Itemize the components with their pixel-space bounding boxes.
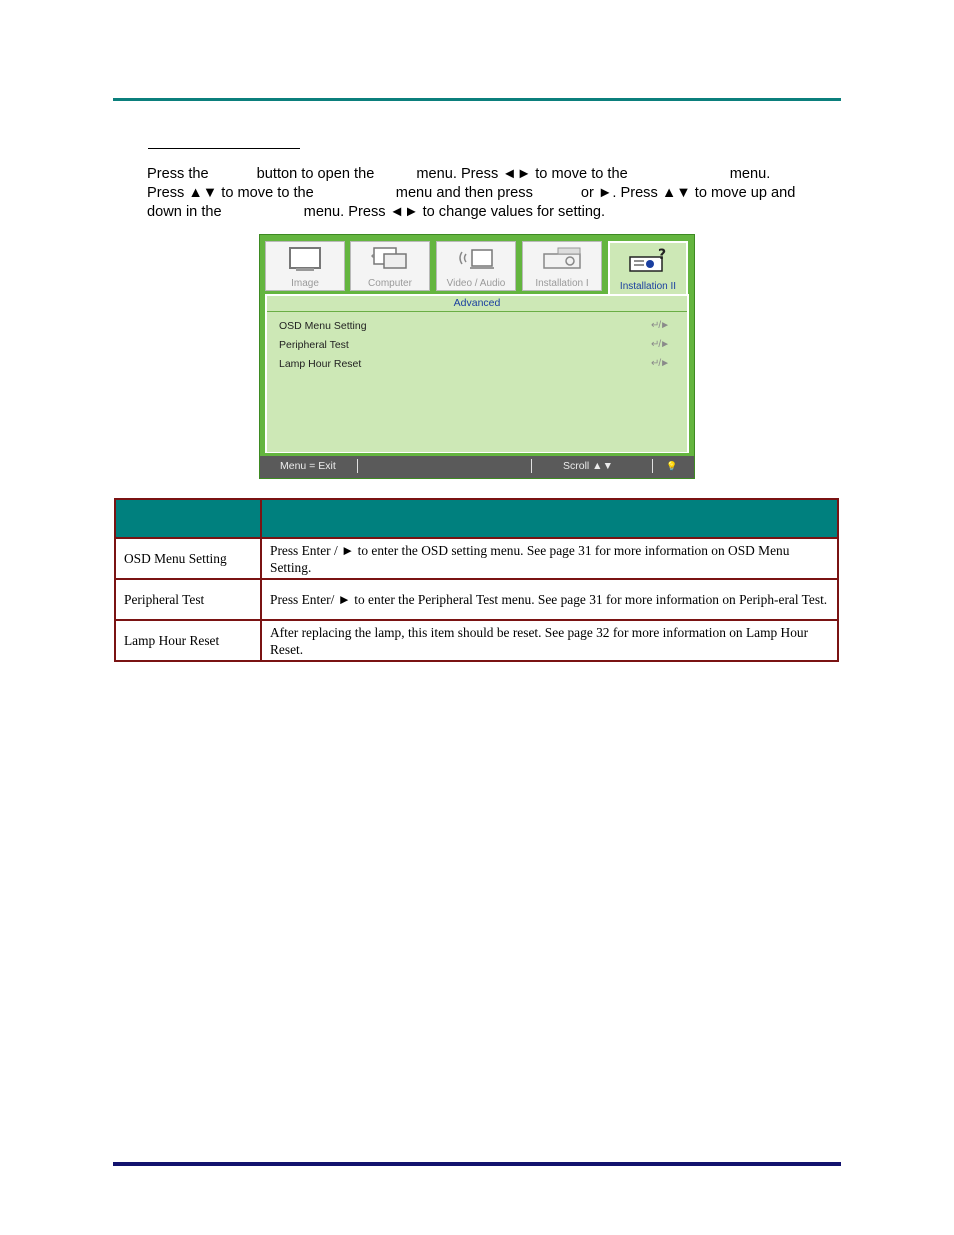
enter-arrow-icon: ↵/► (650, 358, 669, 369)
intro-line-3: down in the menu. Press ◄► to change values for setting. (147, 204, 606, 220)
table-cell-item: OSD Menu Setting (115, 538, 261, 579)
tab-video-audio[interactable]: Video / Audio (436, 241, 516, 291)
lamp-icon: 💡 (666, 461, 678, 471)
table-cell-description: Press Enter/ ► to enter the Peripheral Test menu. See page 31 for more information on Periph-eral Test. (261, 579, 838, 620)
computer-icon (370, 246, 410, 272)
section-heading-underline (148, 148, 300, 149)
tab-image[interactable]: Image (265, 241, 345, 291)
osd-menu-screenshot (259, 234, 695, 479)
settings-table (114, 498, 839, 662)
table-cell-item: Peripheral Test (115, 579, 261, 620)
table-cell-description: After replacing the lamp, this item should be reset. See page 32 for more information on Lamp Hour Reset. (261, 620, 838, 661)
menu-exit-hint: Menu = Exit (280, 460, 336, 472)
osd-item-lamp-hour-reset[interactable]: Lamp Hour Reset (279, 358, 362, 370)
status-separator (652, 459, 653, 473)
table-row (115, 579, 838, 620)
osd-item-peripheral-test[interactable]: Peripheral Test (279, 339, 349, 351)
table-header-item (115, 499, 261, 538)
table-cell-item: Lamp Hour Reset (115, 620, 261, 661)
tab-installation-i[interactable]: Installation I (522, 241, 602, 291)
tab-installation-ii[interactable]: ? Installation II (608, 241, 688, 297)
installation-i-icon (540, 246, 584, 272)
scroll-hint: Scroll ▲▼ (563, 460, 613, 472)
header-rule (113, 98, 841, 101)
table-header-description (261, 499, 838, 538)
osd-status-bar (260, 453, 694, 478)
installation-ii-icon (626, 247, 670, 275)
tab-computer[interactable]: Computer (350, 241, 430, 291)
intro-line-1: Press the button to open the menu. Press ◄► to move to the menu. (147, 166, 771, 182)
footer-rule (113, 1162, 841, 1166)
osd-advanced-panel (265, 294, 689, 454)
panel-title: Advanced (267, 296, 687, 312)
table-header-row (115, 499, 838, 538)
intro-paragraph (147, 165, 837, 222)
table-row (115, 538, 838, 579)
intro-line-2: Press ▲▼ to move to the menu and then press or ►. Press ▲▼ to move up and (147, 185, 796, 201)
status-separator (357, 459, 358, 473)
video-audio-icon (456, 246, 496, 272)
enter-arrow-icon: ↵/► (650, 339, 669, 350)
table-row (115, 620, 838, 661)
status-separator (531, 459, 532, 473)
enter-arrow-icon: ↵/► (650, 320, 669, 331)
osd-item-osd-menu-setting[interactable]: OSD Menu Setting (279, 320, 367, 332)
svg-text:?: ? (658, 247, 667, 263)
table-cell-description: Press Enter / ► to enter the OSD setting menu. See page 31 for more information on OSD Menu Setting. (261, 538, 838, 579)
image-icon (288, 246, 322, 272)
